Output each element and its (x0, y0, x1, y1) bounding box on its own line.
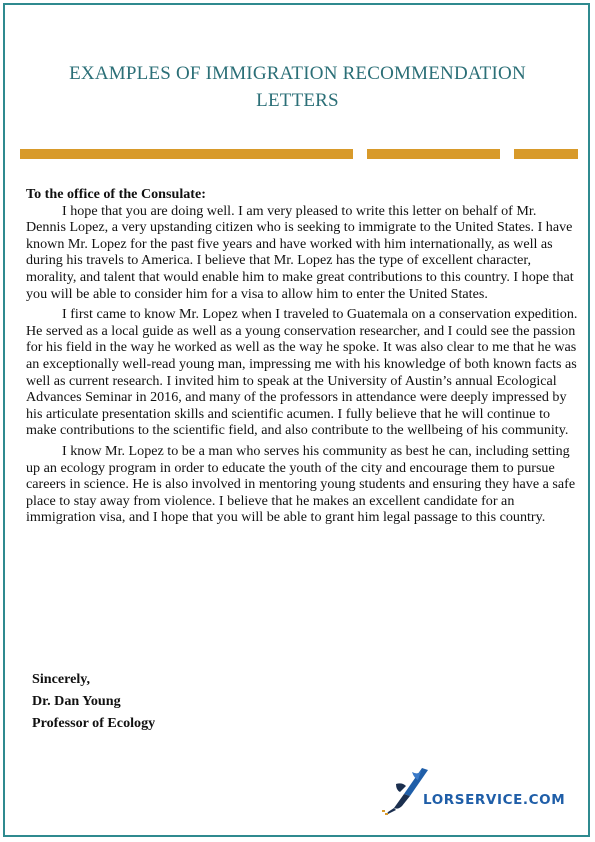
salutation: To the office of the Consulate: (26, 186, 206, 202)
divider-bar-long (20, 149, 353, 159)
title-line-2: LETTERS (256, 90, 339, 111)
signer-title: Professor of Ecology (32, 715, 156, 731)
paragraph-3: I know Mr. Lopez to be a man who serves his community as best he can, including setting up an ecology program in order to educate the youth of the city and encourage them to pursue careers in science. He is also involved in mentoring young students and ensuring they have a safe place to stay away from violence. I believe that he makes an excellent candidate for an immigration visa, and I hope that you will be able to grant him legal passage to this country. (26, 442, 576, 526)
brand-logo (382, 766, 566, 816)
divider-bar-medium (367, 149, 500, 159)
paragraph-1: I hope that you are doing well. I am very pleased to write this letter on behalf of Mr. Dennis Lopez, a very upstanding citizen who is seeking to immigrate to the United States. I have known Mr. Lopez for the past five years and have worked with him internationally, as well as during his travels to America. I believe that Mr. Lopez has the type of excellent character, morality, and talent that would enable him to make great contributions to this country. I hope that you will be able to consider him for a visa to allow him to enter the United States. (26, 202, 574, 302)
pen-nib-icon (382, 766, 428, 816)
divider-bars (20, 149, 578, 159)
signer-name: Dr. Dan Young (32, 693, 121, 709)
title-line-1: EXAMPLES OF IMMIGRATION RECOMMENDATION (69, 63, 526, 84)
paragraph-2: I first came to know Mr. Lopez when I traveled to Guatemala on a conservation expedition. He served as a local guide as well as a young conservation researcher, and I could see the passion for his field in the way he worked as well as the way he spoke. It was also clear to me that he was an exceptionally well-read young man, impressing me with his knowledge of both known facts as well as current research. I invited him to speak at the University of Austin’s annual Ecological Advances Seminar in 2016, and many of the professors in attendance were deeply impressed by his articulate presentation skills and scientific acumen. I fully believe that he will continue to make contributions to the scientific field, and also contribute to the wellbeing of his community. (26, 306, 578, 439)
closing: Sincerely, (32, 671, 91, 687)
logo-text: LORSERVICE.COM (423, 792, 566, 808)
letter-body (26, 186, 578, 530)
divider-bar-short (514, 149, 578, 159)
signature-block (32, 668, 155, 734)
document-title (20, 60, 575, 114)
